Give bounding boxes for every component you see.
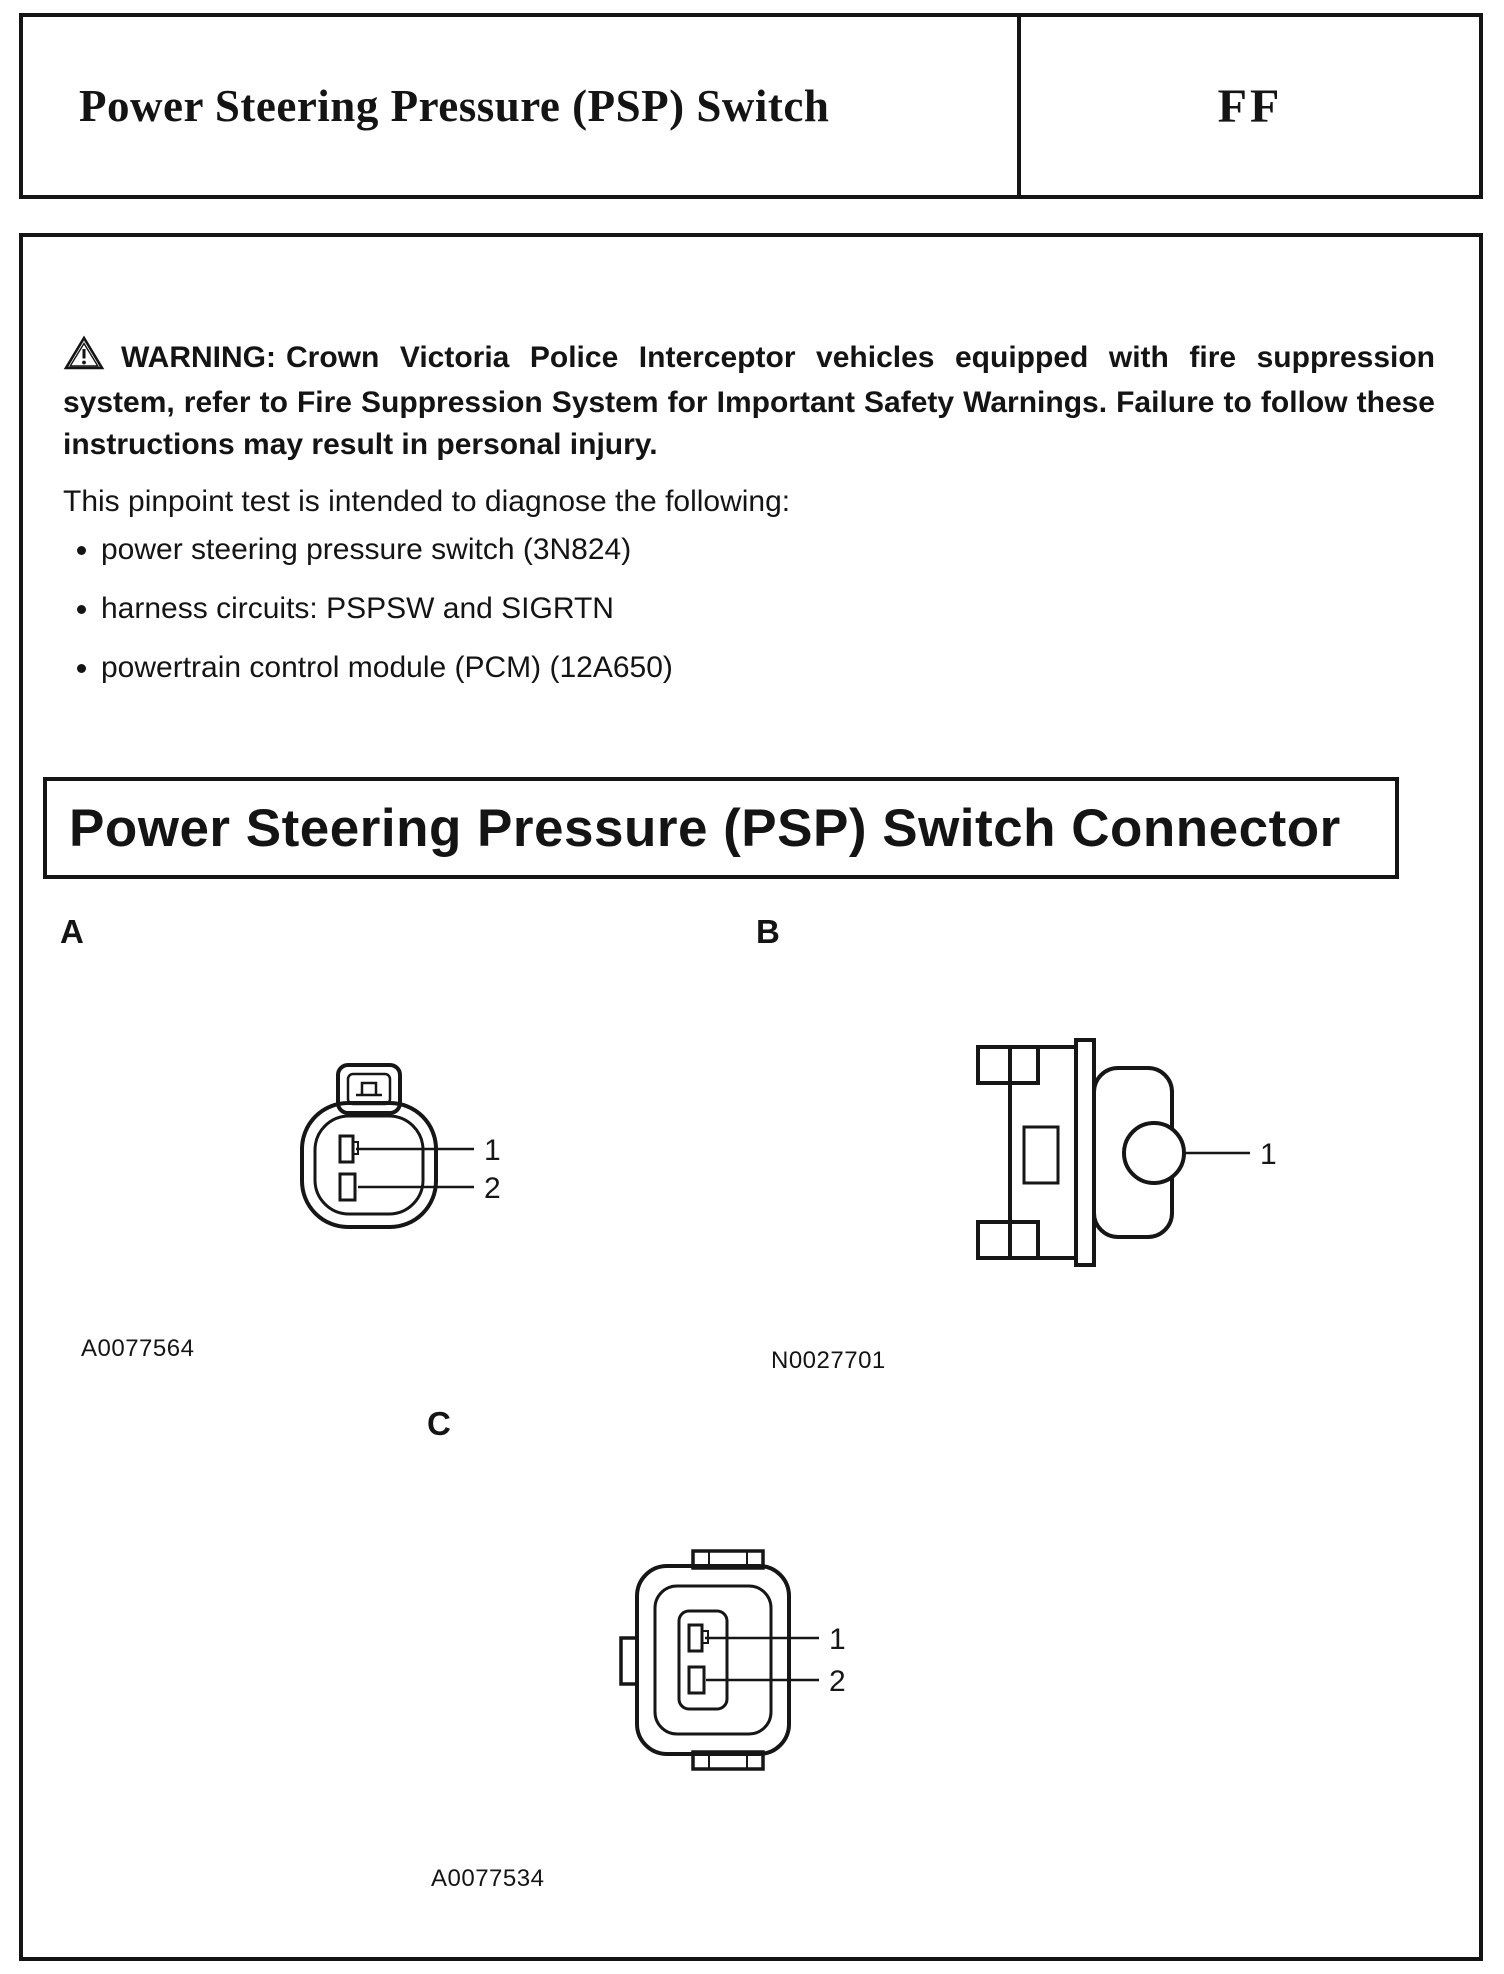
figure-code-c: A0077534 [431, 1865, 545, 1892]
section-code: FF [1017, 17, 1479, 195]
figure-label-b: B [756, 913, 780, 950]
list-item: • powertrain control module (PCM) (12A650) [101, 651, 673, 685]
connector-b-figure [948, 1035, 1283, 1275]
pin-2-label: 2 [829, 1665, 846, 1698]
page-header [19, 13, 1483, 199]
list-item: • harness circuits: PSPSW and SIGRTN [101, 592, 673, 626]
connector-c-figure [613, 1545, 873, 1785]
intro-text: This pinpoint test is intended to diagnose the following: [63, 485, 791, 518]
content-frame [19, 233, 1483, 1961]
figure-code-a: A0077564 [81, 1335, 195, 1362]
warning-text: Crown Victoria Police Interceptor vehicles equipped with fire suppression system, refer to Fire Suppression System for Important Safety Warnings. Failure to follow these instructions may result in personal injury. [63, 341, 1435, 461]
pin-1-label: 1 [484, 1134, 501, 1167]
warning-label: WARNING: [121, 341, 276, 374]
warning-triangle-icon [63, 335, 105, 382]
pin-1-label: 1 [829, 1623, 846, 1656]
warning-paragraph [63, 335, 1435, 465]
connector-c-diagram [613, 1545, 873, 1780]
page-title: Power Steering Pressure (PSP) Switch [79, 81, 830, 131]
figure-label-a: A [60, 913, 84, 950]
diagnosis-list [73, 533, 673, 710]
figure-label-c: C [427, 1405, 451, 1442]
connector-a-figure [278, 1059, 528, 1274]
list-item: • power steering pressure switch (3N824) [101, 533, 673, 567]
figure-code-b: N0027701 [771, 1347, 886, 1374]
pin-2-label: 2 [484, 1172, 501, 1205]
connector-a-diagram [278, 1059, 528, 1269]
connector-section-title: Power Steering Pressure (PSP) Switch Connector [43, 777, 1399, 879]
pin-1-label: 1 [1260, 1138, 1277, 1171]
connector-b-diagram [948, 1035, 1283, 1270]
